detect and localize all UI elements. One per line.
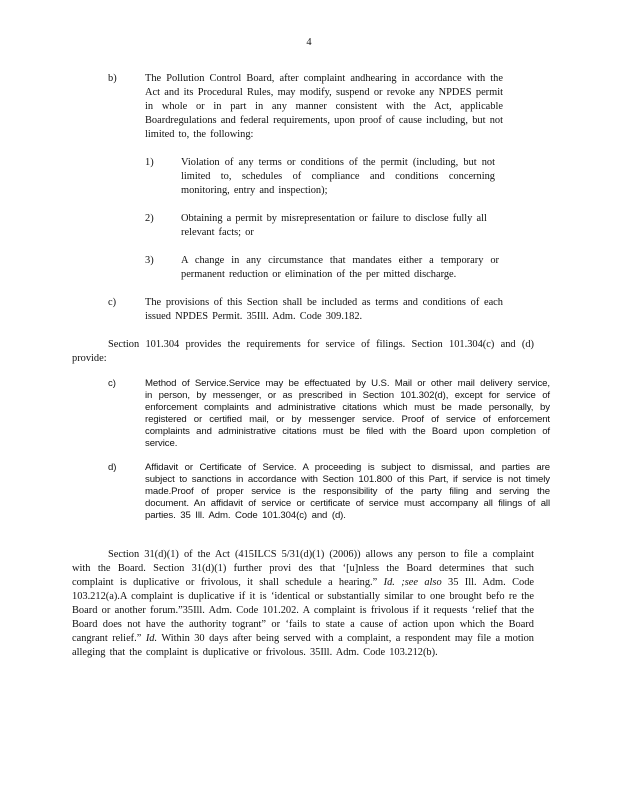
subitem-3-text: A change in any circumstance that mandates either a temporary or permanent reduction or elimination of the per mitted discharge. xyxy=(181,255,499,280)
subitem-3-label: 3) xyxy=(145,255,154,266)
subitem-1-label: 1) xyxy=(145,157,154,168)
section-intro-paragraph: Section 101.304 provides the requirements for service of filings. Section 101.304(c) and (d) provide: xyxy=(72,339,534,364)
service-c-text: Method of Service.Service may be effectuated by U.S. Mail or other mail delivery service, in person, by messenger, or as prescribed in Section 101.302(d), except for service of enforcement complaints and administrative citations which must be made personally, by registered or certified mail, or by messenger service. Proof of service of enforcement complaints and administrative citations must be filed with the Board upon completion of service. xyxy=(145,378,550,449)
subitem-1-text: Violation of any terms or conditions of the permit (including, but not limited to, schedules of compliance and conditions concerning monitoring, entry and inspection); xyxy=(181,157,495,196)
service-d-text: Affidavit or Certificate of Service. A proceeding is subject to dismissal, and parties are subject to sanctions in accordance with Section 101.800 of this Part, if service is not timely made.Proof of proper service is the responsibility of the party filing and serving the document. An affidavit of service or certificate of service must accompany all filings of all parties. 35 Ill. Adm. Code 101.304(c) and (d). xyxy=(145,462,550,521)
item-c-text: The provisions of this Section shall be included as terms and conditions of each issued NPDES Permit. 35Ill. Adm. Code 309.182. xyxy=(145,297,503,322)
service-c-label: c) xyxy=(108,378,116,389)
subitem-2-text: Obtaining a permit by misrepresentation or failure to disclose fully all relevant facts; or xyxy=(181,213,487,238)
citation-id-see-also: Id. ;see also xyxy=(383,577,442,588)
citation-id: Id. xyxy=(145,633,158,644)
subitem-2-label: 2) xyxy=(145,213,154,224)
closing-paragraph xyxy=(72,548,534,660)
service-d-label: d) xyxy=(108,462,117,473)
closing-text-1: Section 31(d)(1) of the Act (415ILCS 5/31(d)(1) (2006)) allows any person to file a complaint with the Board. Section 31(d)(1) further provi des that ‘[u]nless the Board determines that such complaint is duplicative or frivolous, it shall schedule a hearing.” xyxy=(72,549,534,588)
item-b-label: b) xyxy=(108,73,117,84)
item-b-text: The Pollution Control Board, after complaint andhearing in accordance with the Act and its Procedural Rules, may modify, suspend or revoke any NPDES permit in whole or in part in any manner consistent with the Act, applicable Boardregulations and federal requirements, upon proof of cause including, but not limited to, the following: xyxy=(145,73,503,140)
closing-text-3: Within 30 days after being served with a complaint, a respondent may file a motion alleging that the complaint is duplicative or frivolous. 35Ill. Adm. Code 103.212(b). xyxy=(72,633,534,658)
page-number: 4 xyxy=(306,37,312,48)
item-c-label: c) xyxy=(108,297,117,308)
closing-text-2: 35 Ill. Adm. Code 103.212(a).A complaint is duplicative if it is ‘identical or substantially similar to one brought befo re the Board or another forum.”35Ill. Adm. Code 101.202. A complaint is frivolous if it requests ‘relief that the Board does not have the authority togrant” or ‘fails to state a cause of action upon which the Board cangrant relief.” xyxy=(72,577,535,644)
